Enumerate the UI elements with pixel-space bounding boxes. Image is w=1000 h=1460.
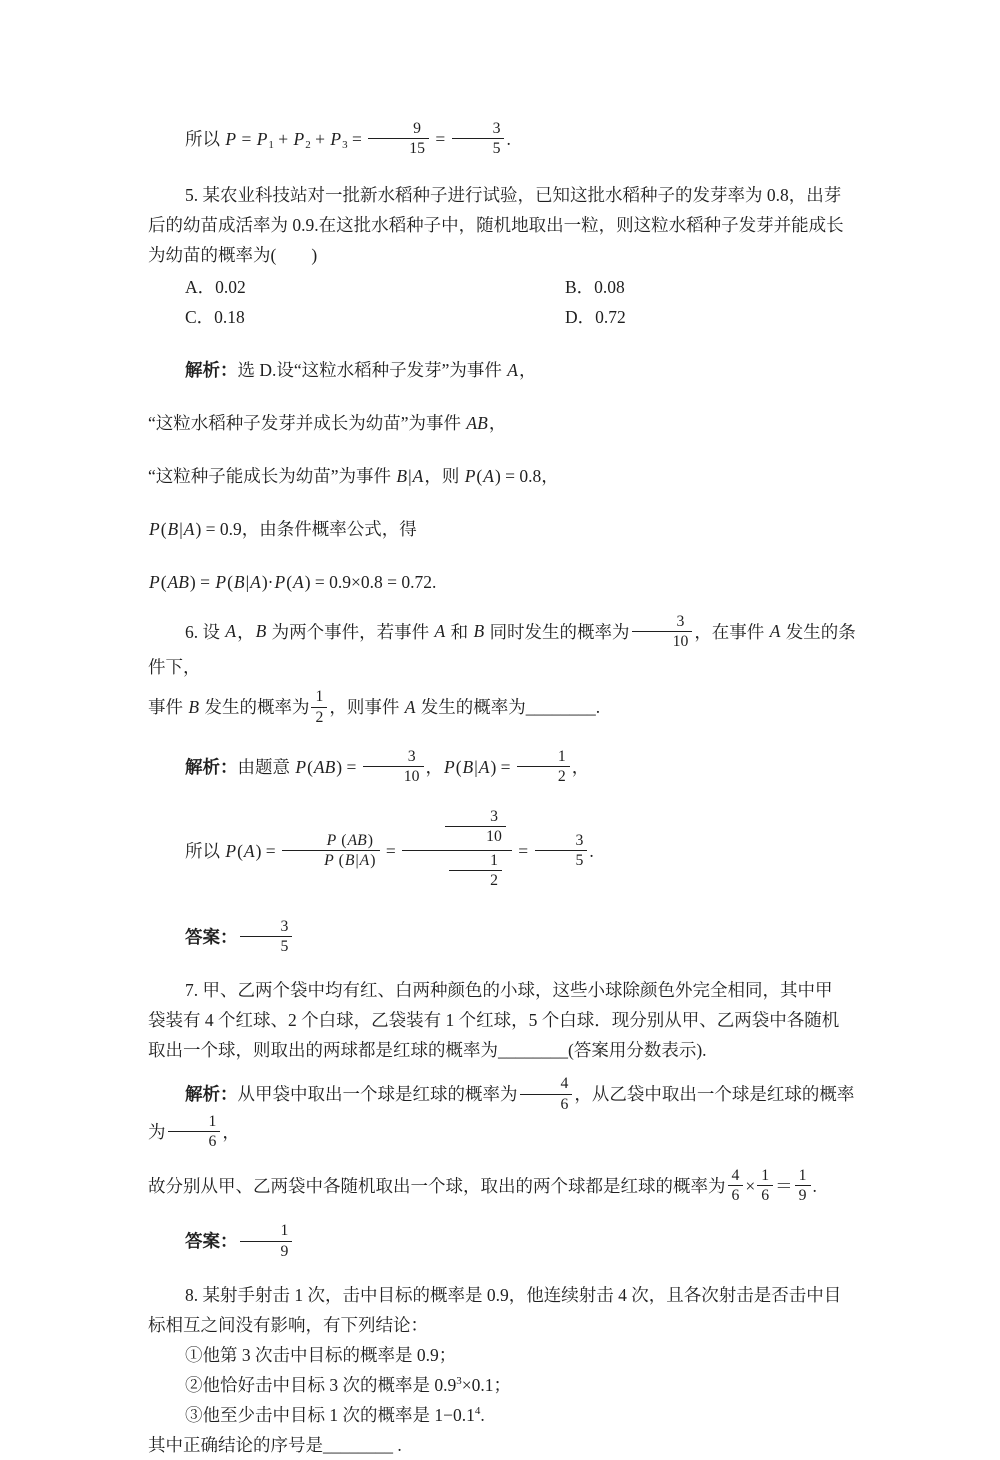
problem-6-line-1: 6. 设 A，B 为两个事件，若事件 A 和 B 同时发生的概率为 $\frac{3}{10}$ ，在事件 A 发生的条件下， (148, 612, 856, 678)
solution-7-line-2: 故分别从甲、乙两袋中各随机取出一个球，取出的两个球都是红球的概率为 $\frac{4}{6}$ × $\frac{1}{6}$ ＝ $\frac{1}{9}$ . (148, 1166, 817, 1204)
solution-5-line-2: “这粒水稻种子发芽并成长为幼苗”为事件 AB， (148, 412, 507, 433)
options-row-2 (148, 302, 858, 332)
problem-6-line-2: 事件 B 发生的概率为 $\frac{1}{2}$ ，则事件 A 发生的概率为________. (148, 688, 601, 726)
options-row-1 (148, 272, 858, 302)
problem-8-line-2: 标相互之间没有影响，有下列结论： (148, 1314, 428, 1335)
problem-5-line-1: 5. 某农业科技站对一批新水稻种子进行试验，已知这批水稻种子的发芽率为 0.8，出芽 (185, 184, 842, 205)
solution-5-line-1: 解析：选 D.设“这粒水稻种子发芽”为事件 A， (185, 359, 537, 380)
problem-8-item-2: ②他恰好击中目标 3 次的概率是 $0.9^3\times 0.1$； (185, 1374, 511, 1395)
option-d: D．0.72 (565, 306, 626, 327)
solution-7 (148, 1073, 858, 1210)
answer-7: 答案： $\frac{1}{9}$ (148, 1220, 858, 1266)
solution-6-equation: 所以 P(A) = $\frac{P (AB)}{P (B|A)}$ = $\frac{\frac{3}{10}}{\frac{1}{2}}$ = $\frac{3}{5}$ . (185, 807, 594, 890)
problem-8-line-1: 8. 某射手射击 1 次，击中目标的概率是 0.9，他连续射击 4 次，且各次射击是否击中目 (185, 1284, 842, 1305)
problem-7-line-2: 袋装有 4 个红球、2 个白球，乙袋装有 1 个红球，5 个白球．现分别从甲、乙两袋中各随机 (148, 1010, 840, 1031)
problem-8 (148, 1280, 858, 1460)
problem-8-line-6: 其中正确结论的序号是________ . (148, 1434, 402, 1455)
answer-6: 答案： $\frac{3}{5}$ (148, 916, 858, 962)
option-a: A．0.02 (185, 276, 246, 297)
problem-7 (148, 975, 858, 1065)
solution-7-line-1: 解析：从甲袋中取出一个球是红球的概率为 $\frac{4}{6}$ ，从乙袋中取出一个球是红球的概率为 $\frac{1}{6}$ ， (148, 1075, 855, 1151)
option-c: C．0.18 (185, 306, 245, 327)
problem-5 (148, 180, 858, 270)
problem-7-line-1: 7. 甲、乙两个袋中均有红、白两种颜色的小球，这些小球除颜色外完全相同，其中甲 (185, 980, 833, 1001)
problem-6 (148, 611, 858, 732)
solution-5 (148, 355, 858, 597)
problem-8-item-1: ①他第 3 次击中目标的概率是 0.9； (185, 1344, 457, 1365)
problem-5-line-3: 为幼苗的概率为( ) (148, 244, 318, 265)
solution-6-line-1: 解析：由题意 P(AB) = $\frac{3}{10}$ ，P(B|A) = $\frac{1}{2}$ ， (185, 747, 590, 786)
solution-5-line-4: P(B|A) = 0.9，由条件概率公式，得 (149, 518, 417, 539)
problem-5-options (148, 272, 858, 332)
problem-5-line-2: 后的幼苗成活率为 0.9.在这批水稻种子中，随机地取出一粒，则这粒水稻种子发芽并能成长 (148, 214, 844, 235)
problem-8-item-3: ③他至少击中目标 1 次的概率是 $1-0.1^4$. (185, 1404, 485, 1425)
solution-5-line-3: “这粒种子能成长为幼苗”为事件 B|A，则 P(A) = 0.8， (148, 465, 559, 486)
solution-5-line-5: P(AB) = P(B|A)·P(A) = 0.9×0.8 = 0.72. (149, 571, 437, 592)
problem-7-line-3: 取出一个球，则取出的两球都是红球的概率为________(答案用分数表示). (148, 1040, 707, 1061)
equation-sum-line: 所以 $P = P_1 + P_2 + P_3$ = $\frac{9}{15}$ = $\frac{3}{5}$ . (185, 120, 511, 158)
option-b: B．0.08 (565, 276, 625, 297)
